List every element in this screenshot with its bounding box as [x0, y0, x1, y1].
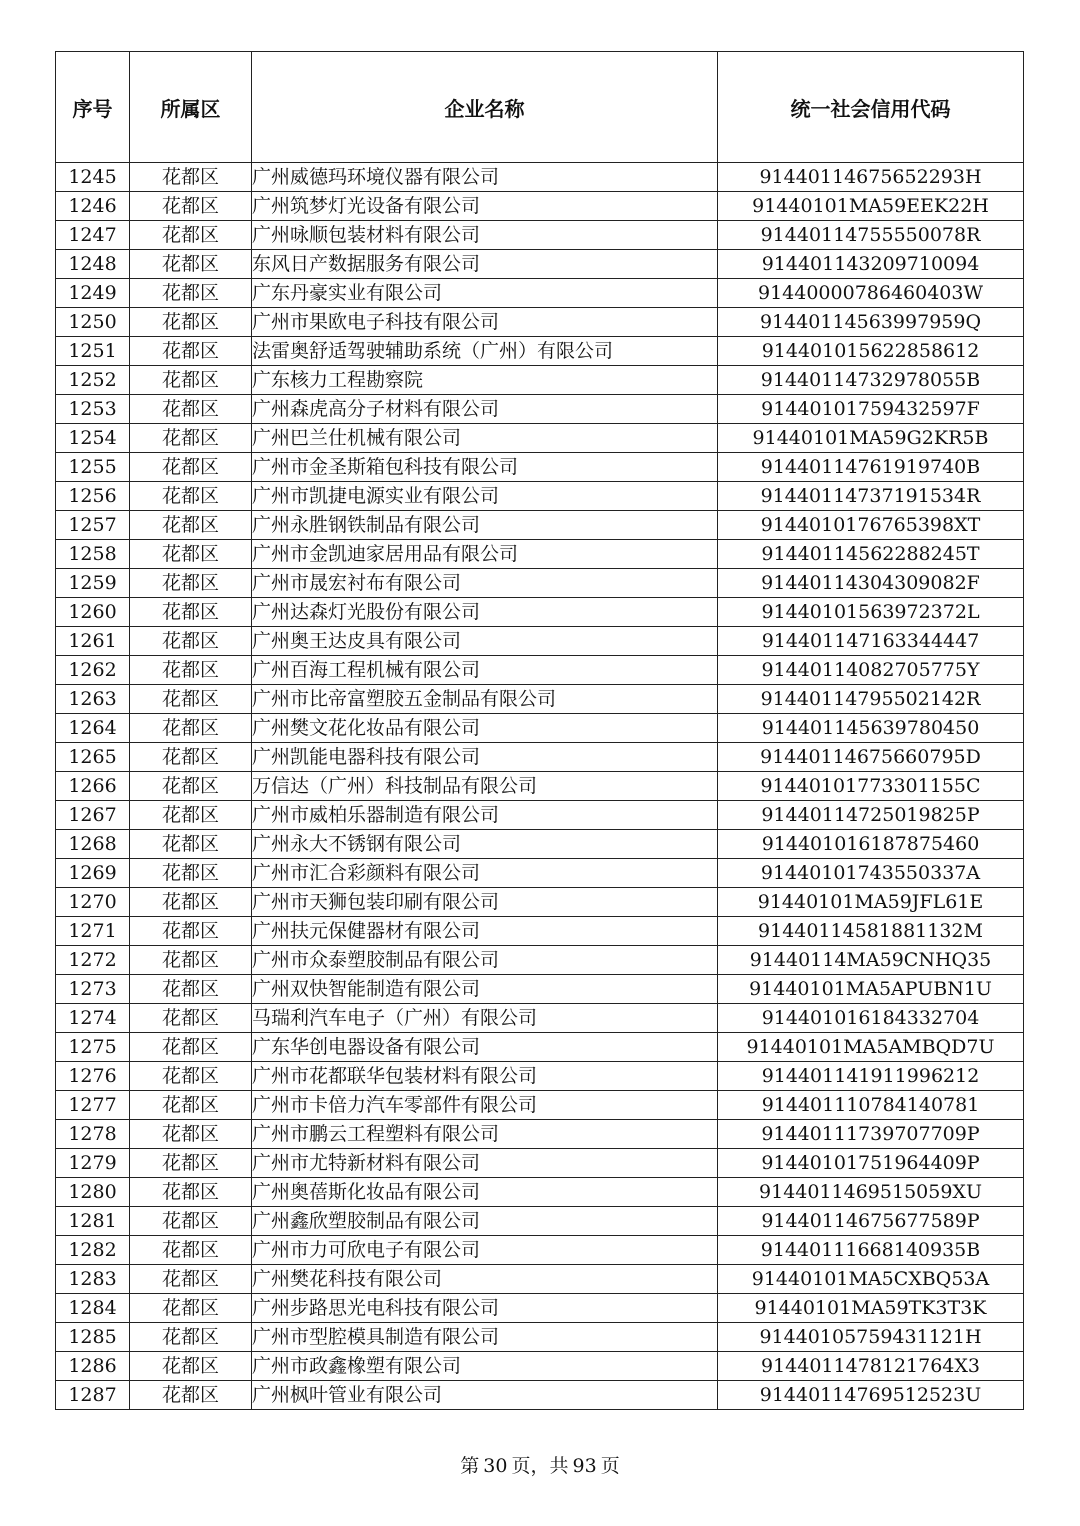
row-company-name: 广州奥王达皮具有限公司: [252, 627, 718, 656]
row-credit-code: 91440101563972372L: [718, 598, 1024, 627]
table-row: [56, 1033, 1024, 1062]
row-number: 1268: [56, 830, 130, 859]
row-district: 花都区: [130, 453, 252, 482]
row-district: 花都区: [130, 1294, 252, 1323]
table-row: [56, 656, 1024, 685]
row-company-name: 广州巴兰仕机械有限公司: [252, 424, 718, 453]
row-district: 花都区: [130, 627, 252, 656]
row-credit-code: 91440114795502142R: [718, 685, 1024, 714]
row-credit-code: 91440111739707709P: [718, 1120, 1024, 1149]
header-name: 企业名称: [252, 52, 718, 163]
row-company-name: 广州扶元保健器材有限公司: [252, 917, 718, 946]
row-credit-code: 91440111668140935B: [718, 1236, 1024, 1265]
row-credit-code: 91440114769512523U: [718, 1381, 1024, 1410]
row-district: 花都区: [130, 192, 252, 221]
table-body: [56, 163, 1024, 1410]
row-district: 花都区: [130, 163, 252, 192]
row-credit-code: 91440114675677589P: [718, 1207, 1024, 1236]
row-district: 花都区: [130, 1178, 252, 1207]
row-company-name: 广州达森灯光股份有限公司: [252, 598, 718, 627]
row-company-name: 广州永大不锈钢有限公司: [252, 830, 718, 859]
row-credit-code: 914401015622858612: [718, 337, 1024, 366]
row-company-name: 广州咏顺包装材料有限公司: [252, 221, 718, 250]
row-credit-code: 91440114563997959Q: [718, 308, 1024, 337]
row-district: 花都区: [130, 830, 252, 859]
row-district: 花都区: [130, 395, 252, 424]
table-row: [56, 221, 1024, 250]
row-district: 花都区: [130, 917, 252, 946]
table-row: [56, 772, 1024, 801]
row-district: 花都区: [130, 656, 252, 685]
row-district: 花都区: [130, 540, 252, 569]
row-number: 1246: [56, 192, 130, 221]
row-company-name: 广州枫叶管业有限公司: [252, 1381, 718, 1410]
table-row: [56, 511, 1024, 540]
row-number: 1264: [56, 714, 130, 743]
table-row: [56, 1323, 1024, 1352]
row-credit-code: 91440114562288245T: [718, 540, 1024, 569]
table-row: [56, 192, 1024, 221]
table-row: [56, 1236, 1024, 1265]
table-row: [56, 1004, 1024, 1033]
row-credit-code: 914401016187875460: [718, 830, 1024, 859]
row-number: 1273: [56, 975, 130, 1004]
row-district: 花都区: [130, 1062, 252, 1091]
table-row: [56, 743, 1024, 772]
row-district: 花都区: [130, 801, 252, 830]
row-company-name: 广州威德玛环境仪器有限公司: [252, 163, 718, 192]
row-number: 1278: [56, 1120, 130, 1149]
row-number: 1256: [56, 482, 130, 511]
row-company-name: 广州樊花科技有限公司: [252, 1265, 718, 1294]
row-number: 1266: [56, 772, 130, 801]
row-company-name: 广州市晟宏衬布有限公司: [252, 569, 718, 598]
row-district: 花都区: [130, 1265, 252, 1294]
row-number: 1261: [56, 627, 130, 656]
row-number: 1275: [56, 1033, 130, 1062]
row-credit-code: 91440114304309082F: [718, 569, 1024, 598]
row-number: 1267: [56, 801, 130, 830]
row-credit-code: 91440114675652293H: [718, 163, 1024, 192]
row-district: 花都区: [130, 685, 252, 714]
row-company-name: 广州百海工程机械有限公司: [252, 656, 718, 685]
row-number: 1258: [56, 540, 130, 569]
row-credit-code: 91440101773301155C: [718, 772, 1024, 801]
row-district: 花都区: [130, 859, 252, 888]
row-number: 1248: [56, 250, 130, 279]
table-row: [56, 540, 1024, 569]
table-row: [56, 1294, 1024, 1323]
row-company-name: 广州奥蓓斯化妆品有限公司: [252, 1178, 718, 1207]
row-district: 花都区: [130, 1236, 252, 1265]
row-number: 1276: [56, 1062, 130, 1091]
row-number: 1283: [56, 1265, 130, 1294]
row-credit-code: 91440114MA59CNHQ35: [718, 946, 1024, 975]
row-credit-code: 914401141911996212: [718, 1062, 1024, 1091]
row-company-name: 广州市金圣斯箱包科技有限公司: [252, 453, 718, 482]
table-row: [56, 279, 1024, 308]
row-company-name: 广州市金凯迪家居用品有限公司: [252, 540, 718, 569]
row-number: 1255: [56, 453, 130, 482]
row-district: 花都区: [130, 1323, 252, 1352]
row-company-name: 广州市比帝富塑胶五金制品有限公司: [252, 685, 718, 714]
row-number: 1285: [56, 1323, 130, 1352]
row-company-name: 广州筑梦灯光设备有限公司: [252, 192, 718, 221]
row-credit-code: 91440101MA5CXBQ53A: [718, 1265, 1024, 1294]
page-footer: [0, 1451, 1080, 1478]
row-company-name: 广州市尤特新材料有限公司: [252, 1149, 718, 1178]
row-number: 1245: [56, 163, 130, 192]
row-district: 花都区: [130, 337, 252, 366]
row-company-name: 广州市型腔模具制造有限公司: [252, 1323, 718, 1352]
row-credit-code: 91440101MA59EEK22H: [718, 192, 1024, 221]
table-row: [56, 1265, 1024, 1294]
row-credit-code: 914401016184332704: [718, 1004, 1024, 1033]
row-company-name: 广州步路思光电科技有限公司: [252, 1294, 718, 1323]
row-company-name: 广州市卡倍力汽车零部件有限公司: [252, 1091, 718, 1120]
row-number: 1282: [56, 1236, 130, 1265]
row-district: 花都区: [130, 772, 252, 801]
footer-suffix: 页: [600, 1455, 620, 1477]
row-district: 花都区: [130, 1091, 252, 1120]
row-company-name: 广州市果欧电子科技有限公司: [252, 308, 718, 337]
row-company-name: 万信达（广州）科技制品有限公司: [252, 772, 718, 801]
row-credit-code: 91440114725019825P: [718, 801, 1024, 830]
row-number: 1251: [56, 337, 130, 366]
header-code: 统一社会信用代码: [718, 52, 1024, 163]
row-number: 1257: [56, 511, 130, 540]
row-company-name: 东风日产数据服务有限公司: [252, 250, 718, 279]
row-credit-code: 9144011478121764X3: [718, 1352, 1024, 1381]
row-district: 花都区: [130, 1149, 252, 1178]
row-credit-code: 91440114082705775Y: [718, 656, 1024, 685]
row-district: 花都区: [130, 598, 252, 627]
row-credit-code: 91440101751964409P: [718, 1149, 1024, 1178]
row-number: 1260: [56, 598, 130, 627]
row-company-name: 广东华创电器设备有限公司: [252, 1033, 718, 1062]
row-number: 1254: [56, 424, 130, 453]
row-district: 花都区: [130, 511, 252, 540]
table-row: [56, 482, 1024, 511]
row-company-name: 广州市凯捷电源实业有限公司: [252, 482, 718, 511]
table-row: [56, 366, 1024, 395]
row-credit-code: 9144011469515059XU: [718, 1178, 1024, 1207]
table-row: [56, 801, 1024, 830]
footer-total-pages: 93: [572, 1455, 597, 1477]
row-number: 1247: [56, 221, 130, 250]
table-row: [56, 917, 1024, 946]
table-row: [56, 395, 1024, 424]
row-credit-code: 91440101MA59TK3T3K: [718, 1294, 1024, 1323]
table-row: [56, 308, 1024, 337]
table-row: [56, 1352, 1024, 1381]
row-number: 1271: [56, 917, 130, 946]
table-row: [56, 830, 1024, 859]
table-row: [56, 424, 1024, 453]
row-credit-code: 9144010176765398XT: [718, 511, 1024, 540]
row-district: 花都区: [130, 1207, 252, 1236]
enterprise-table: [55, 51, 1024, 1410]
row-credit-code: 914401147163344447: [718, 627, 1024, 656]
row-number: 1277: [56, 1091, 130, 1120]
row-credit-code: 91440114732978055B: [718, 366, 1024, 395]
table-row: [56, 1120, 1024, 1149]
row-company-name: 广州永胜钢铁制品有限公司: [252, 511, 718, 540]
row-credit-code: 91440101MA59JFL61E: [718, 888, 1024, 917]
header-district: 所属区: [130, 52, 252, 163]
row-company-name: 广州鑫欣塑胶制品有限公司: [252, 1207, 718, 1236]
row-district: 花都区: [130, 975, 252, 1004]
table-row: [56, 1149, 1024, 1178]
row-number: 1272: [56, 946, 130, 975]
row-district: 花都区: [130, 279, 252, 308]
table-row: [56, 569, 1024, 598]
row-number: 1279: [56, 1149, 130, 1178]
row-company-name: 法雷奥舒适驾驶辅助系统（广州）有限公司: [252, 337, 718, 366]
row-district: 花都区: [130, 888, 252, 917]
row-company-name: 马瑞利汽车电子（广州）有限公司: [252, 1004, 718, 1033]
row-company-name: 广州市众泰塑胶制品有限公司: [252, 946, 718, 975]
row-company-name: 广州樊文花化妆品有限公司: [252, 714, 718, 743]
table-row: [56, 1381, 1024, 1410]
row-number: 1270: [56, 888, 130, 917]
row-number: 1250: [56, 308, 130, 337]
row-credit-code: 91440101MA5APUBN1U: [718, 975, 1024, 1004]
table-row: [56, 946, 1024, 975]
header-no: 序号: [56, 52, 130, 163]
row-number: 1274: [56, 1004, 130, 1033]
row-company-name: 广州市花都联华包装材料有限公司: [252, 1062, 718, 1091]
row-number: 1287: [56, 1381, 130, 1410]
table-row: [56, 598, 1024, 627]
row-credit-code: 914401143209710094: [718, 250, 1024, 279]
row-number: 1284: [56, 1294, 130, 1323]
table-row: [56, 163, 1024, 192]
row-district: 花都区: [130, 366, 252, 395]
row-company-name: 广东核力工程勘察院: [252, 366, 718, 395]
table-row: [56, 250, 1024, 279]
row-credit-code: 91440101743550337A: [718, 859, 1024, 888]
table-row: [56, 685, 1024, 714]
table-row: [56, 627, 1024, 656]
table-row: [56, 337, 1024, 366]
table-header-row: [56, 52, 1024, 163]
row-company-name: 广州森虎高分子材料有限公司: [252, 395, 718, 424]
table-row: [56, 888, 1024, 917]
row-credit-code: 91440114755550078R: [718, 221, 1024, 250]
row-district: 花都区: [130, 1352, 252, 1381]
row-company-name: 广州市鹏云工程塑料有限公司: [252, 1120, 718, 1149]
row-number: 1263: [56, 685, 130, 714]
row-company-name: 广州市汇合彩颜料有限公司: [252, 859, 718, 888]
row-credit-code: 91440114761919740B: [718, 453, 1024, 482]
row-number: 1281: [56, 1207, 130, 1236]
row-credit-code: 914401145639780450: [718, 714, 1024, 743]
row-number: 1265: [56, 743, 130, 772]
row-company-name: 广州市威柏乐器制造有限公司: [252, 801, 718, 830]
footer-page-number: 30: [483, 1455, 508, 1477]
row-number: 1280: [56, 1178, 130, 1207]
row-company-name: 广州凯能电器科技有限公司: [252, 743, 718, 772]
row-district: 花都区: [130, 250, 252, 279]
row-credit-code: 91440101759432597F: [718, 395, 1024, 424]
footer-prefix: 第: [460, 1455, 480, 1477]
row-number: 1286: [56, 1352, 130, 1381]
row-credit-code: 91440000786460403W: [718, 279, 1024, 308]
table-row: [56, 1207, 1024, 1236]
footer-mid: 页，共: [511, 1455, 569, 1477]
row-credit-code: 91440101MA59G2KR5B: [718, 424, 1024, 453]
row-company-name: 广州双快智能制造有限公司: [252, 975, 718, 1004]
row-company-name: 广东丹豪实业有限公司: [252, 279, 718, 308]
row-credit-code: 91440114675660795D: [718, 743, 1024, 772]
row-district: 花都区: [130, 1381, 252, 1410]
row-district: 花都区: [130, 308, 252, 337]
row-district: 花都区: [130, 221, 252, 250]
row-number: 1253: [56, 395, 130, 424]
table-row: [56, 453, 1024, 482]
row-district: 花都区: [130, 743, 252, 772]
row-number: 1259: [56, 569, 130, 598]
row-district: 花都区: [130, 714, 252, 743]
row-district: 花都区: [130, 1120, 252, 1149]
row-company-name: 广州市天狮包装印刷有限公司: [252, 888, 718, 917]
row-credit-code: 91440105759431121H: [718, 1323, 1024, 1352]
table-row: [56, 859, 1024, 888]
row-district: 花都区: [130, 1004, 252, 1033]
table-row: [56, 975, 1024, 1004]
table-row: [56, 1091, 1024, 1120]
row-company-name: 广州市政鑫橡塑有限公司: [252, 1352, 718, 1381]
row-company-name: 广州市力可欣电子有限公司: [252, 1236, 718, 1265]
row-number: 1252: [56, 366, 130, 395]
row-credit-code: 914401110784140781: [718, 1091, 1024, 1120]
table-row: [56, 1178, 1024, 1207]
row-district: 花都区: [130, 424, 252, 453]
row-credit-code: 91440114737191534R: [718, 482, 1024, 511]
row-number: 1249: [56, 279, 130, 308]
table-row: [56, 714, 1024, 743]
row-credit-code: 91440114581881132M: [718, 917, 1024, 946]
row-number: 1262: [56, 656, 130, 685]
row-district: 花都区: [130, 946, 252, 975]
table-row: [56, 1062, 1024, 1091]
row-credit-code: 91440101MA5AMBQD7U: [718, 1033, 1024, 1062]
row-district: 花都区: [130, 569, 252, 598]
row-district: 花都区: [130, 1033, 252, 1062]
row-number: 1269: [56, 859, 130, 888]
row-district: 花都区: [130, 482, 252, 511]
